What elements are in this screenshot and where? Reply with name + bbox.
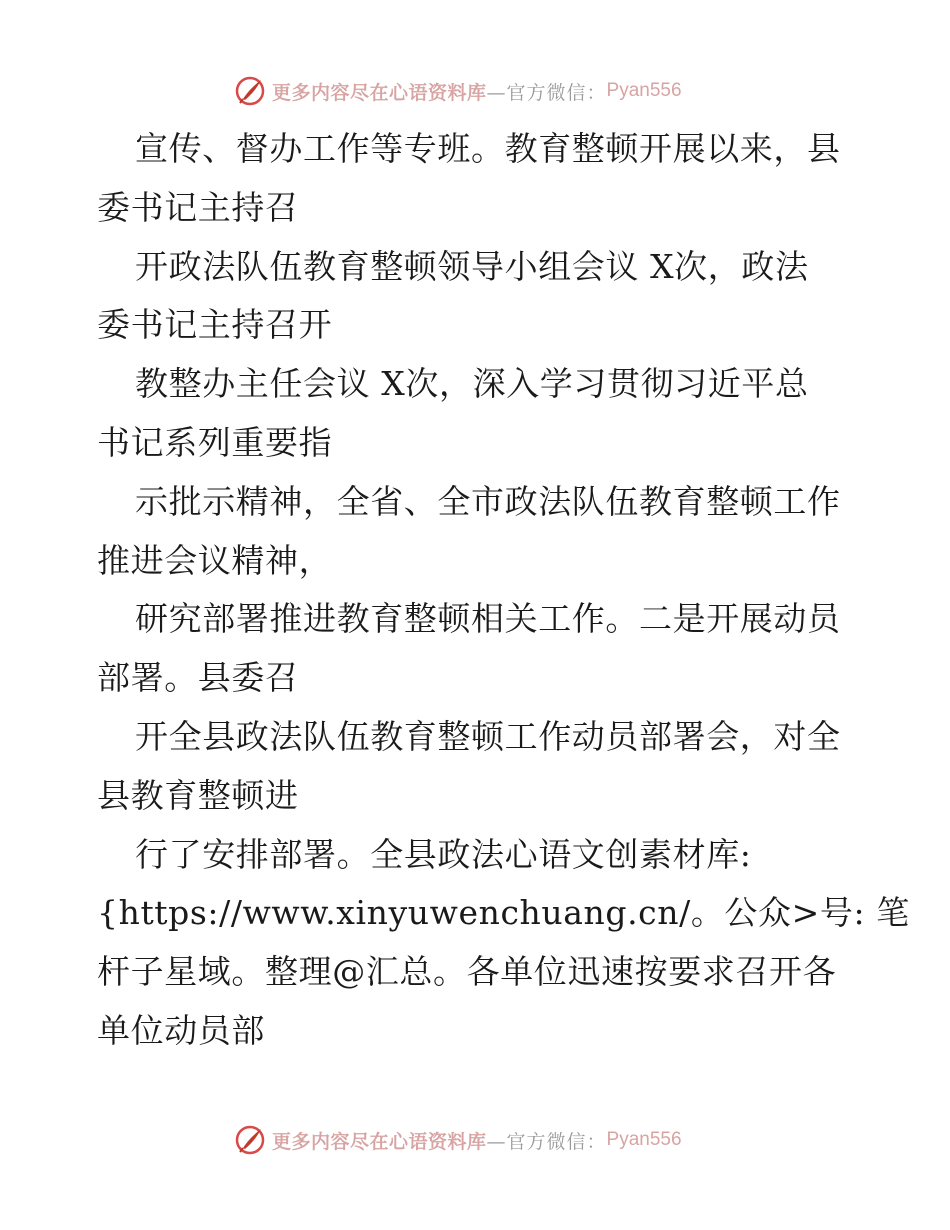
text-line: 杆子星域。整理@汇总。各单位迅速按要求召开各 [97,952,837,992]
text-line: 书记系列重要指 [97,422,333,462]
quill-logo-icon [234,1124,266,1156]
text-line: 县教育整顿进 [97,775,299,815]
text-line: 研究部署推进教育整顿相关工作。二是开展动员 [135,599,841,639]
footer-wechat-id: Pyan556 [606,1129,682,1150]
header-banner-separator: —官方微信： [486,81,607,104]
text-line: {https://www.xinyuwenchuang.cn/。公众>号: 笔 [97,893,910,933]
text-line: 教整办主任会议 X次，深入学习贯彻习近平总 [135,364,809,404]
header-wechat-id: Pyan556 [606,80,682,101]
text-line: 部署。县委召 [97,658,299,698]
text-line: 开全县政法队伍教育整顿工作动员部署会，对全 [135,716,841,756]
text-line: 委书记主持召开 [97,305,333,345]
text-line: 行了安排部署。全县政法心语文创素材库: [135,834,752,874]
footer-banner-title: 更多内容尽在心语资料库 [272,1130,487,1153]
header-banner-title: 更多内容尽在心语资料库 [272,81,487,104]
text-line: 单位动员部 [97,1010,265,1050]
text-line: 推进会议精神， [97,540,333,580]
header-banner [234,74,682,108]
quill-logo-icon [234,75,266,107]
text-line: 示批示精神，全省、全市政法队伍教育整顿工作 [135,481,841,521]
footer-banner [234,1123,682,1157]
body-text [97,120,910,1061]
text-line: 委书记主持召 [97,187,299,227]
text-line: 宣传、督办工作等专班。教育整顿开展以来，县 [135,129,841,168]
footer-banner-separator: —官方微信： [486,1130,607,1153]
text-line: 开政法队伍教育整顿领导小组会议 X次，政法 [135,246,809,286]
